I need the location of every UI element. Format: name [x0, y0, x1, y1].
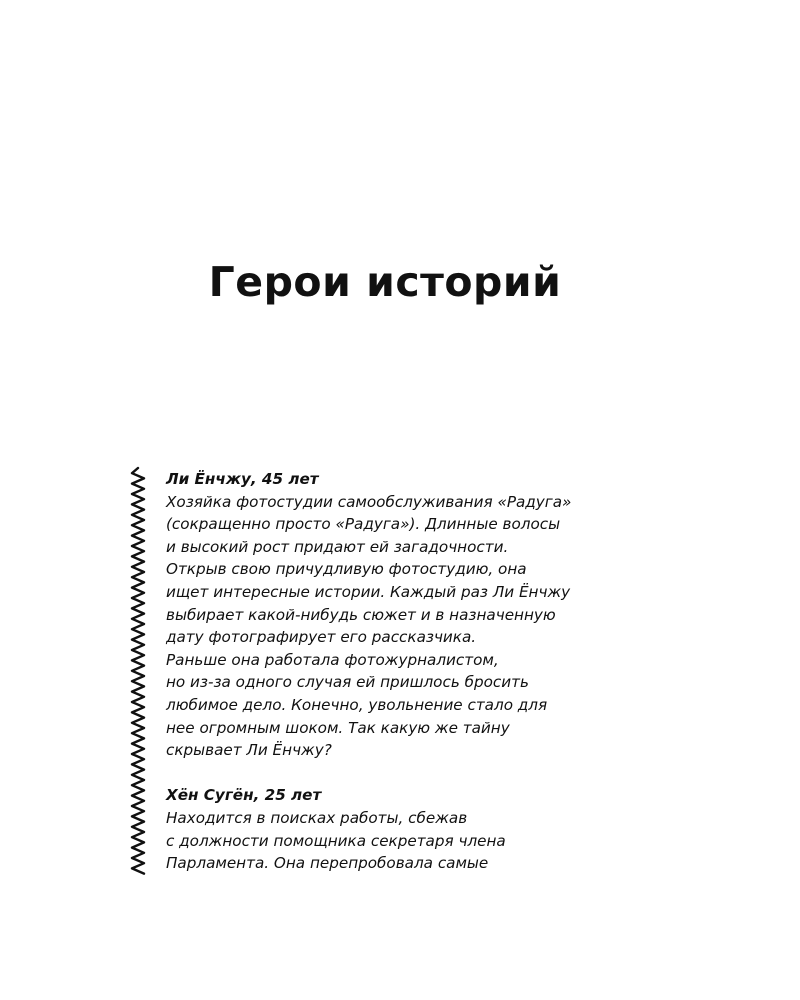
character-heading: Ли Ёнчжу, 45 лет [166, 470, 319, 488]
zigzag-decoration [130, 466, 146, 876]
character-text-line: выбирает какой-нибудь сюжет и в назначенную [166, 605, 556, 624]
paragraph-spacer [166, 762, 766, 785]
character-text-line: Парламента. Она перепробовала самые [166, 854, 489, 873]
character-text-line: с должности помощника секретаря члена [166, 831, 506, 850]
character-text-line: (сокращенно просто «Радуга»). Длинные волосы [166, 515, 561, 534]
character-text-line: ищет интересные истории. Каждый раз Ли Ёнчжу [166, 582, 571, 601]
character-text-line: но из-за одного случая ей пришлось бросить [166, 673, 529, 692]
character-text-line: Открыв свою причудливую фотостудию, она [166, 560, 527, 579]
character-text-line: любимое дело. Конечно, увольнение стало для [166, 695, 548, 714]
character-text-line: Хозяйка фотостудии самообслуживания «Радуга» [166, 492, 572, 511]
character-text-line: и высокий рост придают ей загадочности. [166, 537, 509, 556]
character-heading: Хён Сугён, 25 лет [166, 786, 322, 805]
character-text-line: Находится в поисках работы, сбежав [166, 808, 468, 827]
character-text-line: дату фотографирует его рассказчика. [166, 628, 477, 647]
characters-section [166, 468, 766, 875]
character-text-line: нее огромным шоком. Так какую же тайну [166, 718, 510, 737]
page-title: Герои историй [208, 258, 562, 306]
character-text-line: скрывает Ли Ёнчжу? [166, 741, 332, 760]
character-text-line: Раньше она работала фотожурналистом, [166, 650, 499, 669]
